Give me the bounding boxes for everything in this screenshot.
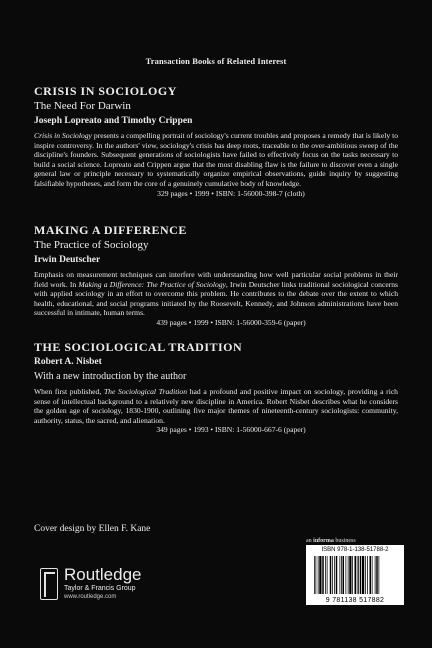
book-description (34, 270, 398, 318)
book-desc-text: presents a compelling portrait of sociology's current troubles and proposes a remedy that is likely to inspire controversy. In the authors' view, sociology's crisis has deep roots, traceable to the over-ambitious sweep of the discipline's founders. Subsequent generations of sociologists have failed to effectively focus on the tasks necessary to build a social science. Lopreato and Crippen argue that the most disabling flaw is the failure to discover even a single general law or principle necessary to systematically organize empirical observations, guide inquiry by suggesting falsifiable hypotheses, and form the core of a genuinely cumulative body of knowledge. (34, 131, 398, 188)
book-desc-text: Emphasis on measurement techniques can interfere with understanding how well particular social problems in their field work. In (34, 270, 398, 289)
cover-design-credit: Cover design by Ellen F. Kane (34, 524, 151, 534)
book-meta: 439 pages • 1999 • ISBN: 1-56000-359-6 (paper) (156, 317, 306, 327)
book-description (34, 131, 398, 189)
book-desc-italic: Making a Difference: The Practice of Sociology (78, 279, 226, 289)
tag-prefix: an (306, 538, 312, 544)
book-desc-text: When first published, (34, 387, 104, 396)
book-subtitle: With a new introduction by the author (34, 371, 187, 382)
book-desc-italic: Crisis in Sociology (34, 131, 92, 140)
routledge-logo-icon (40, 568, 58, 600)
publisher-url: www.routledge.com (64, 594, 117, 600)
book-title: MAKING A DIFFERENCE (34, 223, 187, 237)
book-description (34, 387, 398, 425)
book-title: CRISIS IN SOCIOLOGY (34, 84, 177, 98)
book-subtitle: The Need For Darwin (34, 100, 131, 112)
book-entry-sociological-tradition (34, 340, 398, 435)
book-authors: Irwin Deutscher (34, 255, 101, 265)
book-subtitle: The Practice of Sociology (34, 239, 149, 251)
barcode-isbn-label: ISBN 978-1-138-51788-2 (321, 547, 389, 553)
isbn-barcode (306, 545, 404, 605)
book-authors: Robert A. Nisbet (34, 357, 102, 367)
publisher-logo (64, 566, 142, 601)
tag-suffix: business (335, 538, 356, 544)
book-title: THE SOCIOLOGICAL TRADITION (34, 340, 243, 354)
series-heading: Transaction Books of Related Interest (145, 56, 287, 66)
book-entry-crisis-in-sociology (34, 84, 398, 198)
publisher-group: Taylor & Francis Group (64, 585, 136, 592)
book-meta: 329 pages • 1999 • ISBN: 1-56000-398-7 (cloth) (157, 188, 305, 198)
barcode-bars-icon (314, 556, 396, 594)
book-desc-italic: The Sociological Tradition (103, 387, 188, 396)
book-entry-making-a-difference (34, 223, 398, 328)
barcode-digits: 9 781138 517882 (325, 597, 385, 604)
tag-brand: informa (313, 538, 334, 544)
book-meta: 349 pages • 1993 • ISBN: 1-56000-667-6 (paper) (156, 425, 306, 435)
book-desc-text: had a profound and positive impact on sociology, providing a rich sense of intellectual background to a relatively new discipline in America. Robert Nisbet describes what he considers the golden age of sociology, 1830-1900, outlining five major themes of nineteenth-century sociologists: community, authority, status, the sacred, and alienation. (34, 387, 398, 425)
informa-business-tag (306, 538, 356, 544)
publisher-name: Routledge (64, 565, 142, 584)
book-authors: Joseph Lopreato and Timothy Crippen (34, 116, 193, 126)
book-desc-text: , Irwin Deutscher links traditional sociological concerns with applied sociology in an effort to overcome this problem. He contributes to the debate over the extent to which health, educational, and social programs initiated by the Roosevelt, Kennedy, and Johnson administrations have been successful in intimate, human terms. (34, 279, 398, 318)
